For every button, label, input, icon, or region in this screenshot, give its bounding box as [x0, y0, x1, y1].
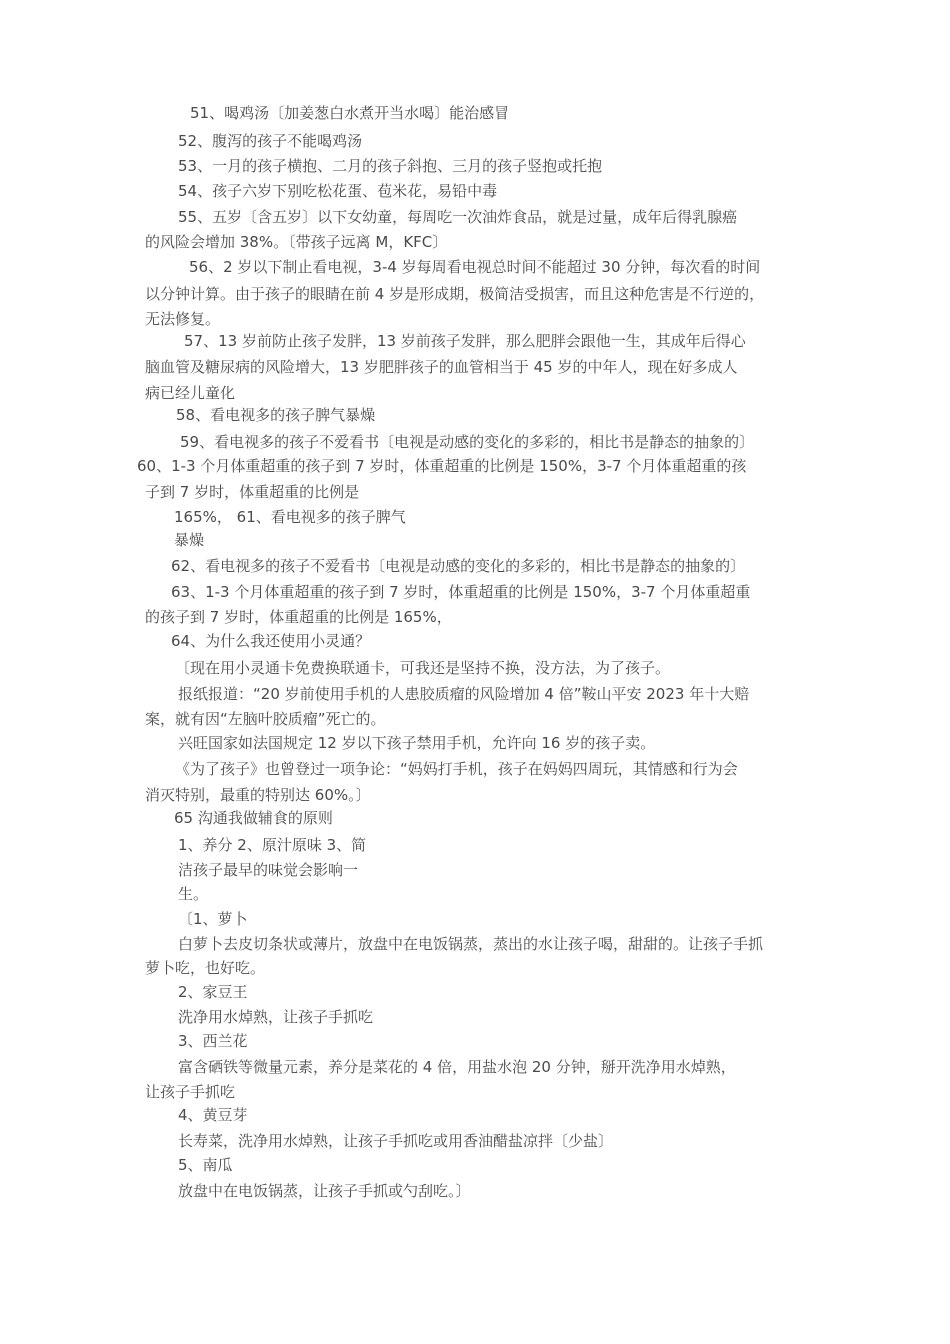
text-line: 长寿菜，洗净用水焯熟，让孩子手抓吃或用香油醋盐凉拌〔少盐〕: [178, 1132, 614, 1150]
text-line: 1、养分 2、原汁原味 3、简: [178, 836, 367, 854]
text-line: 53、一月的孩子横抱、二月的孩子斜抱、三月的孩子竖抱或托抱: [178, 157, 603, 175]
text-line: 萝卜吃，也好吃。: [145, 959, 266, 977]
text-line: 白萝卜去皮切条状或薄片，放盘中在电饭锅蒸，蒸出的水让孩子喝，甜甜的。让孩子手抓: [178, 935, 764, 953]
text-line: 病已经儿童化: [145, 384, 236, 402]
text-line: 65 沟通我做辅食的原则: [174, 809, 333, 827]
text-line: 子到 7 岁时，体重超重的比例是: [145, 483, 360, 501]
text-line: 《为了孩子》也曾登过一项争论：“妈妈打手机，孩子在妈妈四周玩，其情感和行为会: [175, 760, 738, 778]
text-line: 57、13 岁前防止孩子发胖，13 岁前孩子发胖，那么肥胖会跟他一生，其成年后得心: [184, 332, 746, 350]
text-line: 62、看电视多的孩子不爱看书〔电视是动感的变化的多彩的，相比书是静态的抽象的〕: [171, 557, 746, 575]
text-line: 59、看电视多的孩子不爱看书〔电视是动感的变化的多彩的，相比书是静态的抽象的〕: [180, 433, 755, 451]
text-line: 生。: [178, 885, 209, 903]
text-line: 51、喝鸡汤〔加姜葱白水煮开当水喝〕能治感冒: [190, 104, 510, 122]
text-line: 案，就有因“左脑叶胶质瘤”死亡的。: [145, 710, 386, 728]
text-line: 4、黄豆芽: [178, 1106, 248, 1124]
text-line: 报纸报道：“20 岁前使用手机的人患胶质瘤的风险增加 4 倍”鞍山平安 2023 年十大赔: [178, 685, 750, 703]
text-line: 〔1、萝卜: [178, 910, 248, 928]
text-line: 63、1-3 个月体重超重的孩子到 7 岁时，体重超重的比例是 150%，3-7 个月体重超重: [171, 583, 751, 601]
text-line: 54、孩子六岁下别吃松花蛋、苞米花，易铅中毒: [178, 182, 498, 200]
text-line: 58、看电视多的孩子脾气暴燥: [176, 406, 376, 424]
text-line: 165%， 61、看电视多的孩子脾气: [174, 508, 406, 526]
text-line: 52、腹泻的孩子不能喝鸡汤: [178, 132, 363, 150]
text-line: 无法修复。: [145, 310, 221, 328]
text-line: 的孩子到 7 岁时，体重超重的比例是 165%，: [145, 608, 452, 626]
text-line: 洗净用水焯熟，让孩子手抓吃: [178, 1008, 374, 1026]
text-line: 洁孩子最早的味觉会影响一: [178, 861, 359, 879]
text-line: 的风险会增加 38%。〔带孩子远离 M，KFC〕: [145, 233, 448, 251]
text-line: 5、南瓜: [178, 1156, 233, 1174]
text-line: 脑血管及糖尿病的风险增大，13 岁肥胖孩子的血管相当于 45 岁的中年人，现在好多成人: [145, 358, 738, 376]
text-line: 以分钟计算。由于孩子的眼睛在前 4 岁是形成期，极简洁受损害，而且这种危害是不行逆的，: [145, 285, 765, 303]
text-line: 〔现在用小灵通卡免费换联通卡，可我还是坚持不换，没方法，为了孩子。: [175, 659, 671, 677]
text-line: 56、2 岁以下制止看电视，3-4 岁每周看电视总时间不能超过 30 分钟，每次看的时间: [189, 258, 761, 276]
text-line: 放盘中在电饭锅蒸，让孩子手抓或勺刮吃。〕: [178, 1182, 471, 1200]
text-line: 2、家豆王: [178, 983, 248, 1001]
text-line: 64、为什么我还使用小灵通？: [171, 632, 371, 650]
text-line: 60、1-3 个月体重超重的孩子到 7 岁时，体重超重的比例是 150%，3-7 个月体重超重的孩: [137, 457, 747, 475]
text-line: 兴旺国家如法国规定 12 岁以下孩子禁用手机，允许向 16 岁的孩子卖。: [178, 734, 656, 752]
text-line: 让孩子手抓吃: [145, 1083, 236, 1101]
text-line: 55、五岁〔含五岁〕以下女幼童，每周吃一次油炸食品，就是过量，成年后得乳腺癌: [178, 208, 738, 226]
text-line: 3、西兰花: [178, 1032, 248, 1050]
text-line: 暴燥: [174, 531, 205, 549]
text-line: 消灭特别，最重的特别达 60%。〕: [145, 786, 371, 804]
text-line: 富含硒铁等微量元素，养分是菜花的 4 倍，用盐水泡 20 分钟，掰开洗净用水焯熟，: [178, 1058, 736, 1076]
